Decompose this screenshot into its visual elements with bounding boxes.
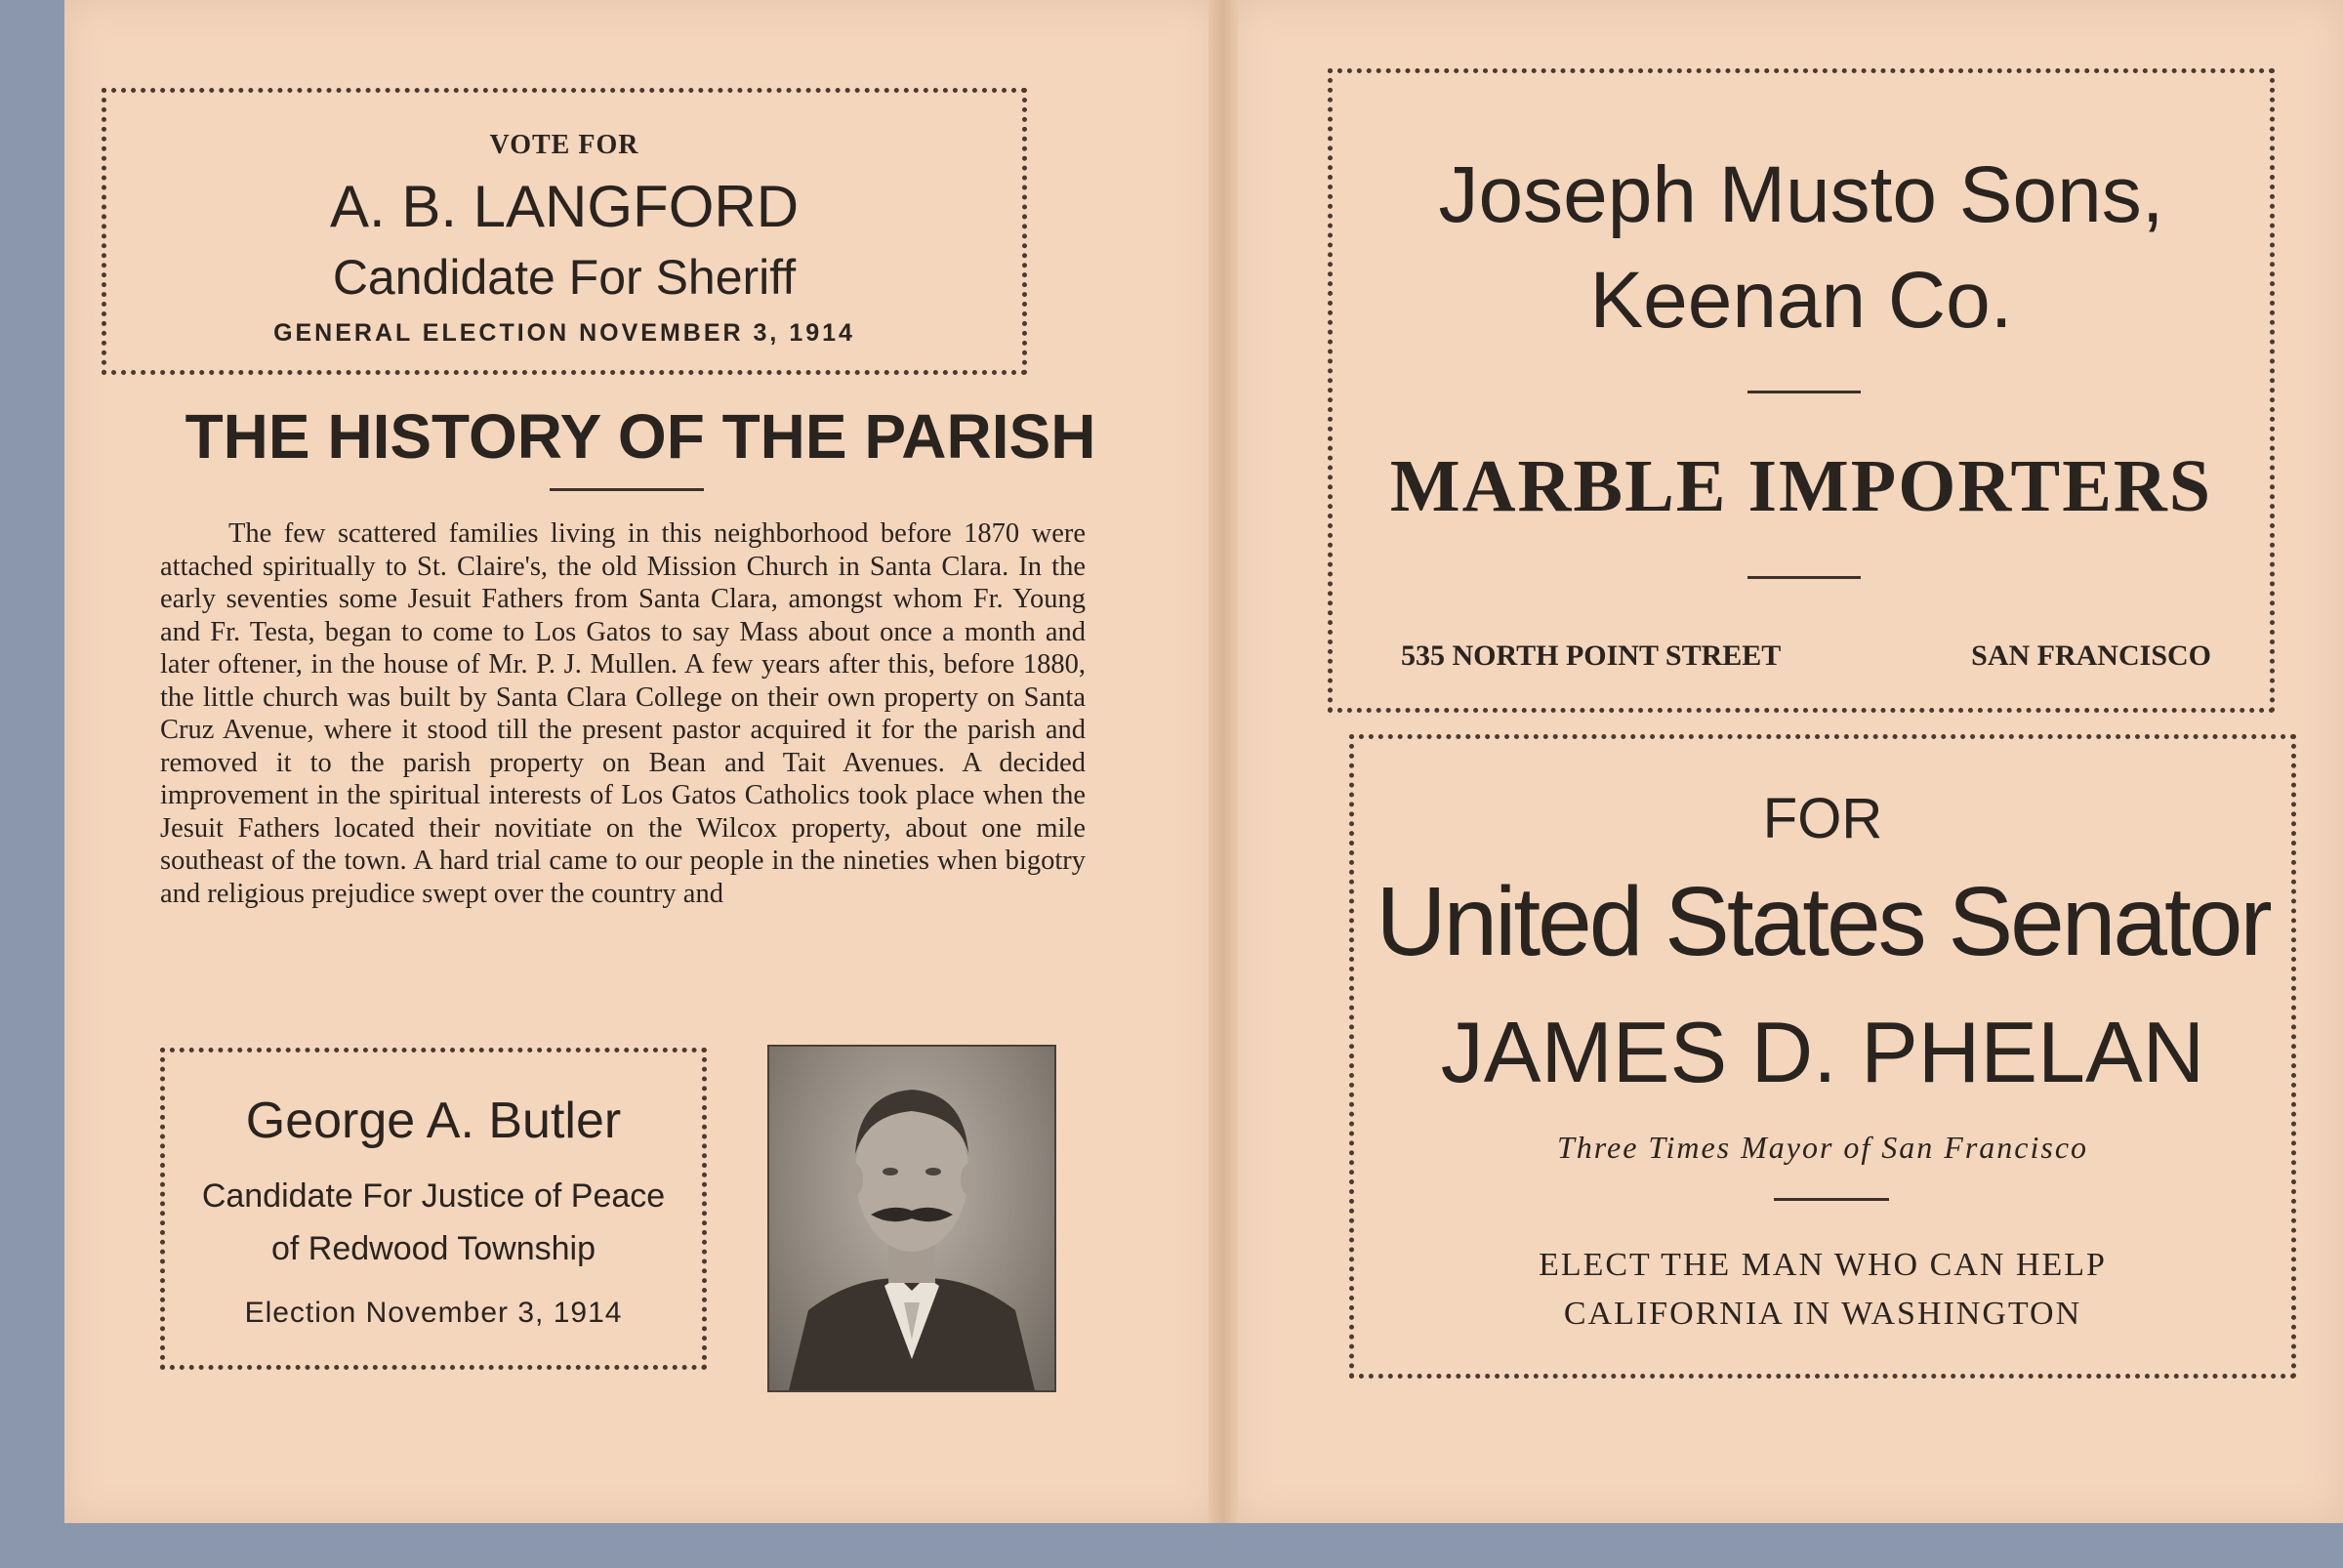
candidate-portrait-photo [767, 1045, 1056, 1392]
election-date: GENERAL ELECTION NOVEMBER 3, 1914 [273, 319, 855, 347]
candidate-township: of Redwood Township [270, 1230, 596, 1267]
company-city: SAN FRANCISCO [1971, 640, 2211, 672]
for-label: FOR [1762, 787, 1883, 850]
langford-advertisement [102, 88, 1027, 375]
title-divider [550, 488, 704, 491]
candidate-name: A. B. LANGFORD [329, 174, 800, 239]
company-address: 535 NORTH POINT STREET [1401, 640, 1782, 672]
divider [1774, 1198, 1889, 1201]
slogan-line1: ELECT THE MAN WHO CAN HELP [1539, 1247, 2107, 1283]
divider [1747, 576, 1861, 579]
vote-for-label: VOTE FOR [489, 130, 639, 160]
election-date: Election November 3, 1914 [244, 1297, 623, 1329]
candidate-office: United States Senator [1376, 867, 2270, 976]
booklet-gutter [1209, 0, 1238, 1523]
candidate-subtitle: Three Times Mayor of San Francisco [1556, 1130, 2089, 1165]
company-name-line1: Joseph Musto Sons, [1438, 150, 2164, 239]
phelan-advertisement [1349, 734, 2296, 1379]
candidate-office: Candidate For Sheriff [332, 250, 797, 305]
candidate-name: George A. Butler [245, 1093, 622, 1149]
butler-advertisement [160, 1048, 707, 1370]
candidate-office: Candidate For Justice of Peace [201, 1177, 666, 1215]
article-title: THE HISTORY OF THE PARISH [185, 401, 1096, 472]
company-trade: MARBLE IMPORTERS [1389, 445, 2213, 527]
musto-advertisement [1328, 68, 2275, 713]
candidate-name: JAMES D. PHELAN [1440, 1004, 2205, 1100]
company-name-line2: Keenan Co. [1589, 256, 2013, 345]
divider [1747, 391, 1861, 393]
slogan-line2: CALIFORNIA IN WASHINGTON [1563, 1296, 2082, 1332]
article-body: The few scattered families living in this neighborhood before 1870 were attached spiritually to St. Claire's, the old Mission Church in Santa Clara. In the early seventies some Jesuit Fathers from Santa Clara, amongst whom Fr. Young and Fr. Testa, began to come to Los Gatos to say Mass about once a month and later oftener, in the house of Mr. P. J. Mullen. A few years after this, before 1880, the little church was built by Santa Clara College on their own property on Santa Cruz Avenue, where it stood till the present pastor acquired it for the parish and removed it to the parish property on Bean and Tait Avenues. A decided improvement in the spiritual interests of Los Gatos Catholics took place when the Jesuit Fathers located their novitiate on the Wilcox property, about one mile southeast of the town. A hard trial came to our people in the nineties when bigotry and religious prejudice swept over the country and [160, 518, 1086, 909]
